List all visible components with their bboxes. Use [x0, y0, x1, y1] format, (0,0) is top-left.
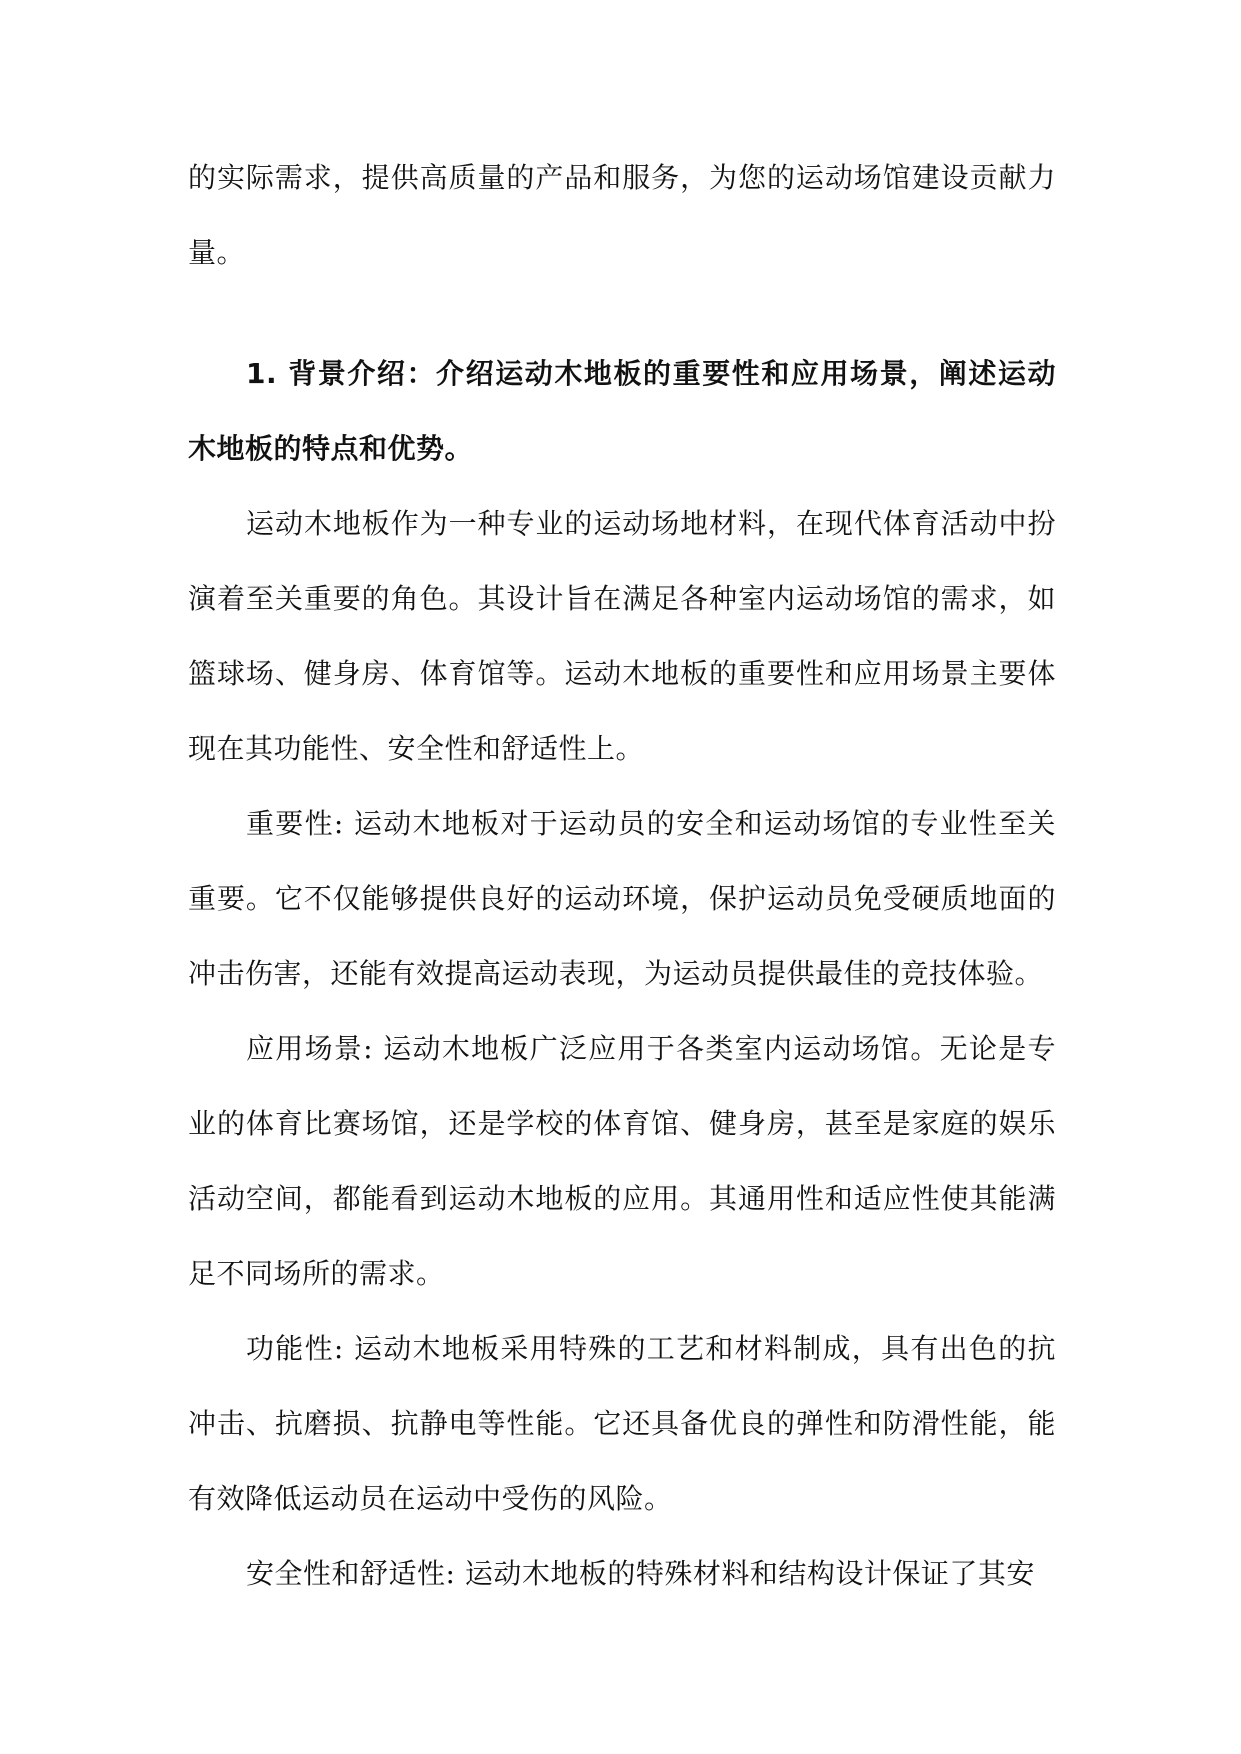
- paragraph-application: 应用场景: 运动木地板广泛应用于各类室内运动场馆。无论是专业的体育比赛场馆，还是学校的体育馆、健身房，甚至是家庭的娱乐活动空间，都能看到运动木地板的应用。其通用性和适应性使其能满足不同场所的需求。: [188, 1032, 1056, 1290]
- paragraph-safety-comfort: 安全性和舒适性: 运动木地板的特殊材料和结构设计保证了其安: [246, 1557, 1035, 1590]
- section-heading: [188, 336, 1056, 486]
- continuation-paragraph: 的实际需求，提供高质量的产品和服务，为您的运动场馆建设贡献力量。: [188, 161, 1056, 269]
- paragraph-importance: 重要性: 运动木地板对于运动员的安全和运动场馆的专业性至关重要。它不仅能够提供良好的运动环境，保护运动员免受硬质地面的冲击伤害，还能有效提高运动表现，为运动员提供最佳的竞技体验。: [188, 807, 1056, 990]
- section-heading-text: 背景介绍：介绍运动木地板的重要性和应用场景，阐述运动木地板的特点和优势。: [188, 357, 1056, 465]
- document-body: [188, 140, 1056, 1611]
- paragraph-intro: 运动木地板作为一种专业的运动场地材料，在现代体育活动中扮演着至关重要的角色。其设计旨在满足各种室内运动场馆的需求，如篮球场、健身房、体育馆等。运动木地板的重要性和应用场景主要体现在其功能性、安全性和舒适性上。: [188, 507, 1056, 765]
- paragraph-functionality: 功能性: 运动木地板采用特殊的工艺和材料制成，具有出色的抗冲击、抗磨损、抗静电等性能。它还具备优良的弹性和防滑性能，能有效降低运动员在运动中受伤的风险。: [188, 1332, 1056, 1515]
- section-number: 1.: [246, 357, 278, 390]
